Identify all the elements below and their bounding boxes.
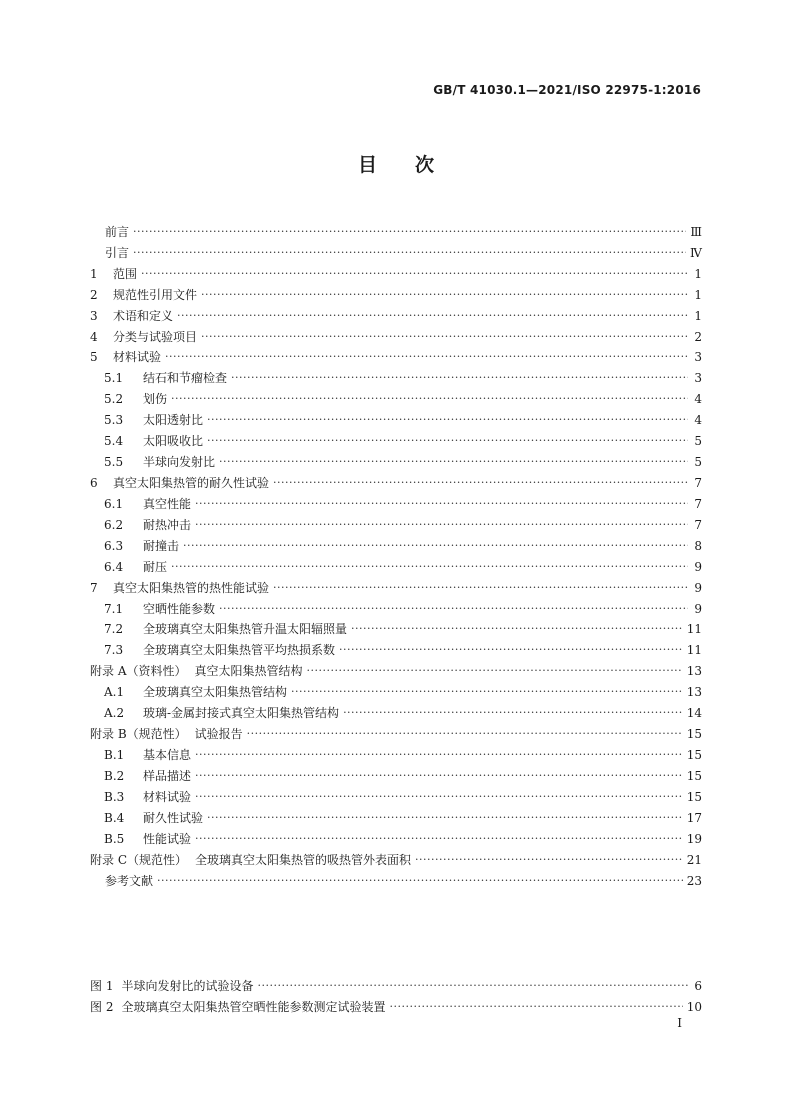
toc-entry[interactable] [90, 511, 702, 532]
entry-number: 1 [90, 266, 98, 281]
entry-page-number: 4 [694, 392, 702, 407]
entry-page-number: 15 [686, 727, 702, 742]
entry-page-number: 7 [694, 475, 702, 490]
entry-page-number: Ⅳ [690, 245, 702, 260]
entry-title: 全玻璃真空太阳集热管结构 [143, 685, 288, 700]
entry-title: 太阳透射比 [143, 413, 204, 428]
entry-page-number: 1 [694, 287, 702, 302]
toc-entry[interactable] [90, 699, 702, 720]
entry-number: B.5 [104, 831, 125, 846]
entry-number: 3 [90, 308, 98, 323]
toc-entry[interactable] [90, 762, 702, 783]
list-of-figures [90, 972, 702, 1014]
toc-entry[interactable] [90, 720, 702, 741]
entry-title: 材料试验 [113, 350, 162, 365]
entry-page-number: 5 [694, 434, 702, 449]
entry-title: 结石和节瘤检查 [143, 371, 228, 386]
toc-entry[interactable] [90, 448, 702, 469]
entry-number: B.1 [104, 747, 125, 762]
dot-leader [219, 455, 688, 469]
toc-entry[interactable] [90, 657, 702, 678]
entry-number: 5.5 [104, 455, 124, 470]
entry-number: 4 [90, 329, 98, 344]
dot-leader [231, 371, 688, 385]
toc-entry[interactable] [90, 574, 702, 595]
toc-entry[interactable] [90, 385, 702, 406]
dot-leader [273, 476, 688, 490]
entry-title: 样品描述 [143, 768, 192, 783]
dot-leader [177, 309, 688, 323]
entry-page-number: Ⅲ [690, 224, 702, 239]
entry-title: 太阳吸收比 [143, 434, 204, 449]
entry-number: 5 [90, 350, 98, 365]
entry-number: 6.3 [104, 538, 124, 553]
toc-entry[interactable] [90, 302, 702, 323]
entry-page-number: 5 [694, 455, 702, 470]
dot-leader [195, 518, 688, 532]
toc-entry[interactable] [90, 636, 702, 657]
entry-page-number: 13 [686, 664, 702, 679]
entry-title: 真空太阳集热管结构 [194, 664, 303, 679]
entry-page-number: 6 [694, 979, 702, 993]
toc-entry[interactable] [90, 323, 702, 344]
dot-leader [219, 602, 688, 616]
dot-leader [339, 643, 683, 657]
entry-number: 6.2 [104, 517, 124, 532]
dot-leader [195, 832, 683, 846]
entry-title: 前言 [105, 224, 130, 239]
entry-number: 7.2 [104, 622, 124, 637]
page-title [0, 150, 792, 177]
toc-entry[interactable] [90, 804, 702, 825]
toc-entry[interactable] [90, 532, 702, 553]
entry-title: 耐久性试验 [143, 810, 204, 825]
entry-title: 材料试验 [143, 789, 192, 804]
title-part-2: 次 [415, 154, 435, 176]
entry-page-number: 11 [686, 643, 702, 658]
entry-number: 6.4 [104, 559, 124, 574]
entry-number: 图 1 [90, 979, 114, 993]
entry-title: 术语和定义 [113, 308, 174, 323]
toc-entry[interactable] [90, 616, 702, 637]
entry-title: 引言 [105, 245, 130, 260]
entry-page-number: 13 [686, 685, 702, 700]
toc-entry[interactable] [90, 490, 702, 511]
dot-leader [195, 748, 683, 762]
entry-number: 图 2 [90, 1000, 114, 1014]
entry-title: 全玻璃真空太阳集热管空晒性能参数测定试验装置 [121, 1000, 386, 1014]
entry-number: 附录 A（资料性） [90, 664, 187, 679]
toc-entry[interactable] [90, 595, 702, 616]
entry-title: 参考文献 [105, 873, 154, 888]
entry-number: 5.1 [104, 371, 124, 386]
entry-title: 基本信息 [143, 747, 192, 762]
entry-number: 5.4 [104, 434, 124, 449]
entry-page-number: 9 [694, 580, 702, 595]
entry-number: 6.1 [104, 496, 124, 511]
entry-number: B.2 [104, 768, 125, 783]
entry-title: 半球向发射比 [143, 455, 216, 470]
entry-page-number: 2 [694, 329, 702, 344]
toc-entry[interactable] [90, 867, 702, 888]
entry-title: 玻璃-金属封接式真空太阳集热管结构 [143, 706, 340, 721]
dot-leader [201, 330, 688, 344]
toc-entry[interactable] [90, 218, 702, 239]
entry-page-number: 1 [694, 308, 702, 323]
entry-page-number: 9 [694, 601, 702, 616]
toc-entry[interactable] [90, 260, 702, 281]
entry-title: 试验报告 [194, 727, 243, 742]
entry-page-number: 17 [686, 810, 702, 825]
toc-entry[interactable] [90, 364, 702, 385]
entry-page-number: 3 [694, 371, 702, 386]
entry-number: 7.3 [104, 643, 124, 658]
entry-number: 7.1 [104, 601, 124, 616]
dot-leader [195, 769, 683, 783]
toc-entry[interactable] [90, 553, 702, 574]
entry-page-number: 15 [686, 789, 702, 804]
entry-title: 真空太阳集热管的热性能试验 [113, 580, 270, 595]
entry-page-number: 19 [686, 831, 702, 846]
toc-entry[interactable] [90, 239, 702, 260]
entry-number: A.2 [104, 706, 125, 721]
dot-leader [207, 434, 688, 448]
toc-entry[interactable] [90, 783, 702, 804]
entry-page-number: 8 [694, 538, 702, 553]
entry-page-number: 11 [686, 622, 702, 637]
dot-leader [133, 246, 686, 260]
entry-number: B.3 [104, 789, 125, 804]
entry-title: 规范性引用文件 [113, 287, 198, 302]
toc-entry[interactable] [90, 678, 702, 699]
dot-leader [207, 413, 688, 427]
dot-leader [351, 622, 683, 636]
entry-number: 5.2 [104, 392, 124, 407]
dot-leader [343, 706, 683, 720]
figure-entry[interactable] [90, 972, 702, 993]
table-of-contents [90, 218, 702, 888]
entry-title: 范围 [113, 266, 138, 281]
dot-leader [195, 790, 683, 804]
entry-number: 7 [90, 580, 98, 595]
dot-leader [207, 811, 683, 825]
standard-number: GB/T 41030.1—2021/ISO 22975-1:2016 [433, 83, 701, 97]
dot-leader [171, 392, 688, 406]
dot-leader [415, 853, 683, 867]
entry-title: 全玻璃真空太阳集热管的吸热管外表面积 [195, 852, 412, 867]
entry-page-number: 9 [694, 559, 702, 574]
toc-entry[interactable] [90, 427, 702, 448]
dot-leader [257, 979, 688, 993]
dot-leader [133, 225, 686, 239]
entry-number: 6 [90, 475, 98, 490]
entry-page-number: 10 [686, 1000, 702, 1014]
dot-leader [141, 267, 688, 281]
entry-number: 附录 B（规范性） [90, 727, 187, 742]
dot-leader [291, 685, 683, 699]
toc-entry[interactable] [90, 281, 702, 302]
entry-title: 全玻璃真空太阳集热管平均热损系数 [143, 643, 336, 658]
toc-entry[interactable] [90, 469, 702, 490]
page-number: I [677, 1016, 682, 1030]
entry-title: 分类与试验项目 [113, 329, 198, 344]
dot-leader [273, 581, 688, 595]
entry-title: 真空性能 [143, 496, 192, 511]
dot-leader [247, 727, 683, 741]
entry-page-number: 14 [686, 706, 702, 721]
figure-entry[interactable] [90, 993, 702, 1014]
dot-leader [389, 1000, 682, 1014]
entry-number: 2 [90, 287, 98, 302]
dot-leader [307, 664, 683, 678]
entry-title: 空晒性能参数 [143, 601, 216, 616]
entry-page-number: 15 [686, 768, 702, 783]
toc-entry[interactable] [90, 846, 702, 867]
dot-leader [201, 288, 688, 302]
toc-entry[interactable] [90, 741, 702, 762]
entry-page-number: 21 [686, 852, 702, 867]
title-part-1: 目 [357, 154, 377, 176]
entry-title: 半球向发射比的试验设备 [121, 979, 254, 993]
entry-page-number: 23 [686, 873, 702, 888]
entry-number: 附录 C（规范性） [90, 852, 187, 867]
entry-title: 划伤 [143, 392, 168, 407]
entry-title: 耐撞击 [143, 538, 180, 553]
dot-leader [165, 350, 688, 364]
entry-title: 真空太阳集热管的耐久性试验 [113, 475, 270, 490]
toc-entry[interactable] [90, 344, 702, 365]
dot-leader [157, 874, 683, 888]
dot-leader [171, 560, 688, 574]
entry-page-number: 7 [694, 517, 702, 532]
entry-title: 全玻璃真空太阳集热管升温太阳辐照量 [143, 622, 348, 637]
toc-entry[interactable] [90, 406, 702, 427]
dot-leader [195, 497, 688, 511]
entry-page-number: 15 [686, 747, 702, 762]
entry-title: 耐压 [143, 559, 168, 574]
entry-number: A.1 [104, 685, 125, 700]
entry-title: 性能试验 [143, 831, 192, 846]
entry-page-number: 1 [694, 266, 702, 281]
entry-page-number: 3 [694, 350, 702, 365]
entry-page-number: 7 [694, 496, 702, 511]
entry-title: 耐热冲击 [143, 517, 192, 532]
entry-page-number: 4 [694, 413, 702, 428]
toc-entry[interactable] [90, 825, 702, 846]
entry-number: B.4 [104, 810, 125, 825]
dot-leader [183, 539, 688, 553]
entry-number: 5.3 [104, 413, 124, 428]
